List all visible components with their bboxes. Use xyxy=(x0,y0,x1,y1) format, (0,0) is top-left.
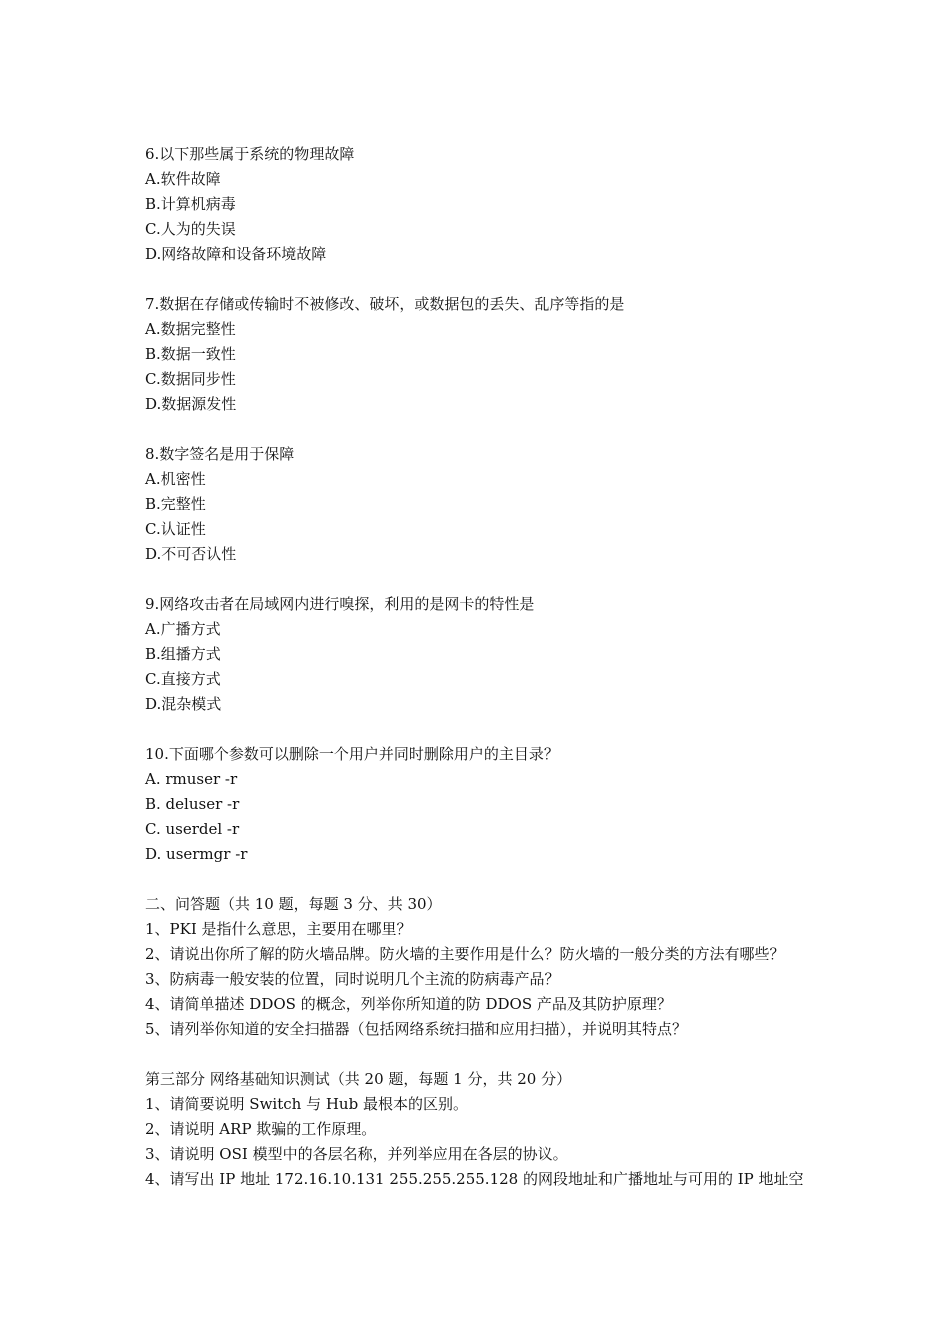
option-d: D. usermgr -r xyxy=(145,845,248,863)
list-item: 2、请说明 ARP 欺骗的工作原理。 xyxy=(145,1120,377,1138)
option-a: A. rmuser -r xyxy=(145,770,238,788)
option-b: B.数据一致性 xyxy=(145,345,236,363)
section-2 xyxy=(145,892,825,1042)
list-item: 3、请说明 OSI 模型中的各层名称，并列举应用在各层的协议。 xyxy=(145,1145,568,1163)
section-heading: 二、问答题（共 10 题，每题 3 分、共 30） xyxy=(145,895,442,913)
option-d: D.数据源发性 xyxy=(145,395,237,413)
option-d: D.混杂模式 xyxy=(145,695,222,713)
section-3 xyxy=(145,1067,825,1192)
option-a: A.数据完整性 xyxy=(145,320,236,338)
option-c: C.人为的失误 xyxy=(145,220,236,238)
option-b: B.计算机病毒 xyxy=(145,195,236,213)
question-7 xyxy=(145,292,825,417)
question-8 xyxy=(145,442,825,567)
question-6 xyxy=(145,142,825,267)
question-stem: 10.下面哪个参数可以删除一个用户并同时删除用户的主目录？ xyxy=(145,745,559,763)
option-c: C.认证性 xyxy=(145,520,206,538)
list-item: 1、请简要说明 Switch 与 Hub 最根本的区别。 xyxy=(145,1095,468,1113)
question-stem: 9.网络攻击者在局域网内进行嗅探，利用的是网卡的特性是 xyxy=(145,595,535,613)
option-a: A.软件故障 xyxy=(145,170,221,188)
question-stem: 6.以下那些属于系统的物理故障 xyxy=(145,145,355,163)
option-b: B. deluser -r xyxy=(145,795,240,813)
list-item: 1、PKI 是指什么意思，主要用在哪里？ xyxy=(145,920,412,938)
document-page xyxy=(145,142,825,1217)
list-item: 2、请说出你所了解的防火墙品牌。防火墙的主要作用是什么？防火墙的一般分类的方法有哪些？ xyxy=(145,945,785,963)
section-heading: 第三部分 网络基础知识测试（共 20 题，每题 1 分，共 20 分） xyxy=(145,1070,572,1088)
option-a: A.广播方式 xyxy=(145,620,221,638)
option-d: D.网络故障和设备环境故障 xyxy=(145,245,327,263)
option-a: A.机密性 xyxy=(145,470,206,488)
list-item: 4、请写出 IP 地址 172.16.10.131 255.255.255.128 的网段地址和广播地址与可用的 IP 地址空 xyxy=(145,1170,804,1188)
question-stem: 8.数字签名是用于保障 xyxy=(145,445,295,463)
option-b: B.完整性 xyxy=(145,495,206,513)
question-9 xyxy=(145,592,825,717)
option-c: C.直接方式 xyxy=(145,670,221,688)
list-item: 5、请列举你知道的安全扫描器（包括网络系统扫描和应用扫描），并说明其特点？ xyxy=(145,1020,688,1038)
option-d: D.不可否认性 xyxy=(145,545,237,563)
question-10 xyxy=(145,742,825,867)
option-b: B.组播方式 xyxy=(145,645,221,663)
question-stem: 7.数据在存储或传输时不被修改、破坏，或数据包的丢失、乱序等指的是 xyxy=(145,295,625,313)
list-item: 4、请简单描述 DDOS 的概念，列举你所知道的防 DDOS 产品及其防护原理？ xyxy=(145,995,672,1013)
option-c: C. userdel -r xyxy=(145,820,240,838)
option-c: C.数据同步性 xyxy=(145,370,236,388)
list-item: 3、防病毒一般安装的位置，同时说明几个主流的防病毒产品？ xyxy=(145,970,560,988)
